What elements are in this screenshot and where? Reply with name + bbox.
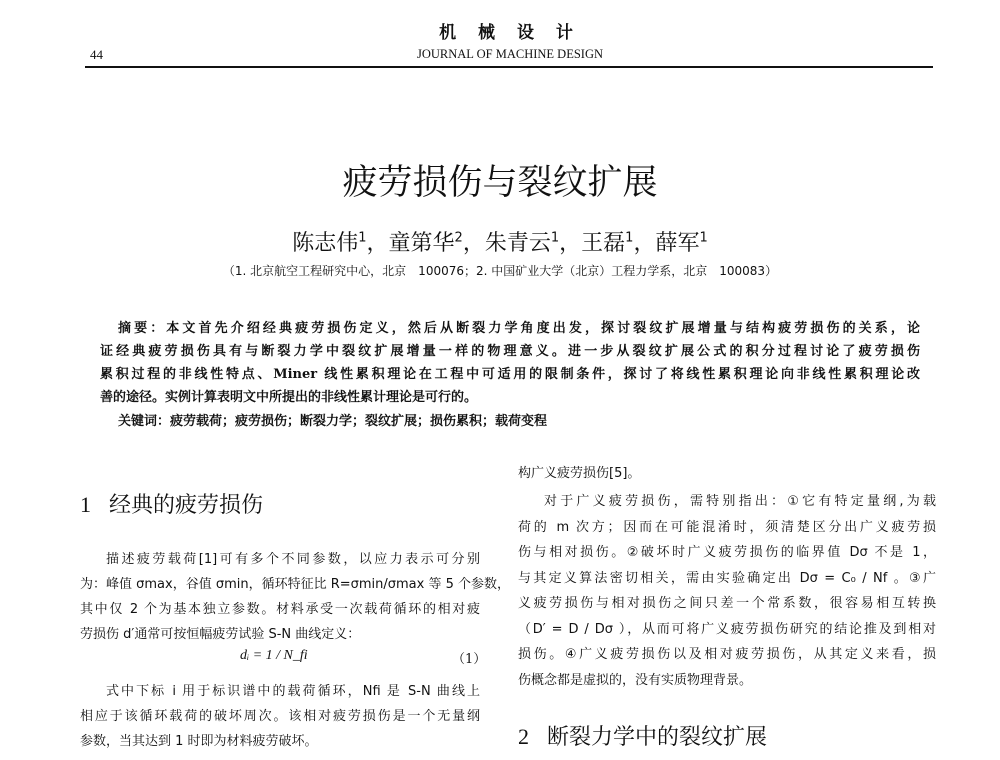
text-line: 损伤。④广义疲劳损伤以及相对疲劳损伤，从其定义来看，损 [518, 647, 936, 662]
section-2-heading [518, 720, 767, 751]
keywords: 关键词：疲劳载荷；疲劳损伤；断裂力学；裂纹扩展；损伤累积；载荷变程 [118, 414, 548, 429]
page-number: 44 [90, 47, 103, 62]
text-line: 劳损伤 d′通常可按恒幅疲劳试验 S-N 曲线定义： [80, 627, 361, 642]
text-line: 式中下标 i 用于标识谱中的载荷循环，Nfi 是 S-N 曲线上 [106, 684, 480, 699]
text-line: 对于广义疲劳损伤，需特别指出：①它有特定量纲,为载 [544, 494, 936, 509]
text-line: 描述疲劳载荷[1]可有多个不同参数，以应力表示可分别 [106, 552, 480, 567]
section-1-heading [80, 488, 263, 519]
text-line: 伤与相对损伤。②破坏时广义疲劳损伤的临界值 Dσ 不是 1， [518, 545, 936, 560]
text-line: 善的途径。实例计算表明文中所提出的非线性累计理论是可行的。 [100, 390, 478, 405]
text-line: 与其定义算法密切相关，需由实验确定出 Dσ = C₀ / Nf 。③广 [518, 570, 936, 586]
author-affiliation-mark: 1 [625, 230, 634, 246]
author: 陈志伟 [292, 231, 359, 256]
separator: ， [366, 231, 389, 256]
text-line: 构广义疲劳损伤[5]。 [518, 466, 641, 481]
author: 王磊 [581, 231, 626, 256]
author-affiliation-mark: 1 [550, 230, 560, 246]
text-line: 伤概念都是虚拟的，没有实质物理背景。 [518, 672, 753, 688]
text-line: 证经典疲劳损伤具有与断裂力学中裂纹扩展增量一样的物理意义。进一步从裂纹扩展公式的积分过程讨论了疲劳损伤 [100, 344, 920, 359]
equation-number: （1） [452, 652, 487, 667]
text-line: 相应于该循环载荷的破坏周次。该相对疲劳损伤是一个无量纲 [80, 709, 480, 724]
text-line: 累积过程的非线性特点、Miner 线性累积理论在工程中可适用的限制条件，探讨了将线性累积理论向非线性累积理论改 [100, 367, 920, 382]
separator: ， [633, 231, 656, 256]
header-rule [85, 66, 933, 68]
text-line: （D′ = D / Dσ ），从而可将广义疲劳损伤研究的结论推及到相对 [518, 621, 936, 637]
journal-title-en: JOURNAL OF MACHINE DESIGN [417, 47, 603, 61]
author: 童第华 [388, 231, 455, 256]
author-affiliation-mark: 1 [358, 230, 367, 246]
author: 朱青云 [484, 231, 551, 256]
text-line: 摘要：本文首先介绍经典疲劳损伤定义，然后从断裂力学角度出发，探讨裂纹扩展增量与结构疲劳损伤的关系，论 [118, 321, 920, 336]
text-line: 荷的 m 次方；因而在可能混淆时，须清楚区分出广义疲劳损 [518, 519, 936, 535]
author-affiliation-mark: 2 [454, 230, 463, 246]
author-affiliation-mark: 1 [699, 230, 708, 246]
section-title: 断裂力学中的裂纹扩展 [547, 725, 768, 750]
text-line: 其中仅 2 个为基本独立参数。材料承受一次载荷循环的相对疲 [80, 602, 480, 617]
author-list [0, 226, 1000, 257]
text-line: 为：峰值 σmax，谷值 σmin，循环特征比 R=σmin/σmax 等 5 个参数， [80, 577, 511, 592]
separator: ， [462, 231, 485, 256]
article-title: 疲劳损伤与裂纹扩展 [342, 163, 658, 203]
text-line: 参数，当其达到 1 时即为材料疲劳破坏。 [80, 734, 318, 749]
section-number: 1 [80, 492, 91, 517]
section-number: 2 [518, 724, 529, 749]
author: 薛军 [655, 231, 700, 256]
text-line: 义疲劳损伤与相对损伤之间只差一个常系数，很容易相互转换 [518, 596, 936, 611]
section-title: 经典的疲劳损伤 [109, 493, 264, 518]
equation-1: dᵢ = 1 / N_fi [240, 648, 308, 663]
journal-title-cn: 机 械 设 计 [439, 23, 581, 43]
affiliations: （1. 北京航空工程研究中心，北京 100076；2. 中国矿业大学（北京）工程力学系，北京 100083） [222, 264, 778, 278]
separator: ， [559, 231, 582, 256]
